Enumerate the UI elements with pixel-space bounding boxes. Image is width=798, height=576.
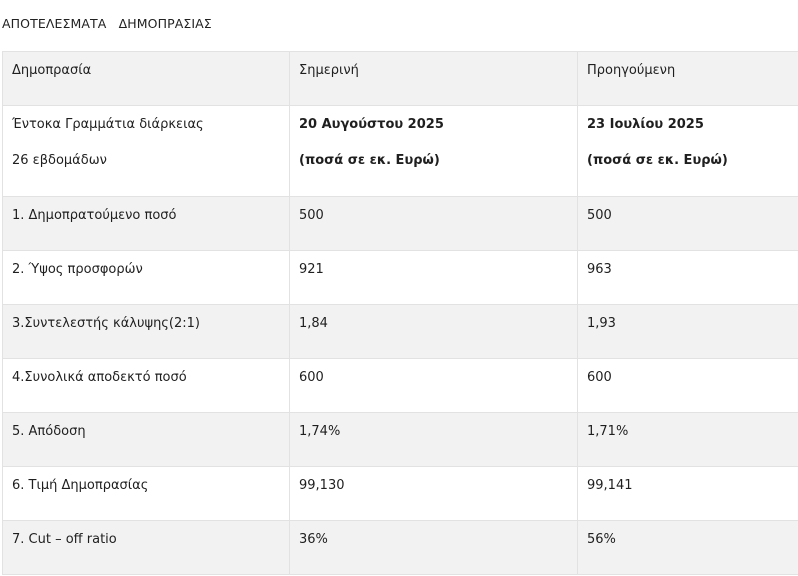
table-row	[3, 467, 798, 521]
info-cell-instrument	[3, 106, 290, 197]
row-previous-value: 500	[578, 197, 798, 251]
row-previous-value: 99,141	[578, 467, 798, 521]
table-header-row	[3, 52, 798, 106]
row-current-value: 1,84	[290, 305, 578, 359]
page-title: ΑΠΟΤΕΛΕΣΜΑΤΑ ΔΗΜΟΠΡΑΣΙΑΣ	[2, 16, 212, 31]
row-current-value: 36%	[290, 521, 578, 575]
table-row	[3, 359, 798, 413]
row-previous-value: 56%	[578, 521, 798, 575]
table-row	[3, 251, 798, 305]
current-auction-date: 20 Αυγούστου 2025	[299, 117, 444, 132]
row-label: 1. Δημοπρατούμενο ποσό	[3, 197, 290, 251]
row-label: 6. Τιμή Δημοπρασίας	[3, 467, 290, 521]
row-label: 3.Συντελεστής κάλυψης(2:1)	[3, 305, 290, 359]
header-cell-auction: Δημοπρασία	[3, 52, 290, 106]
row-previous-value: 963	[578, 251, 798, 305]
info-row	[3, 106, 798, 197]
row-label: 2. Ύψος προσφορών	[3, 251, 290, 305]
table-row	[3, 413, 798, 467]
auction-results-table	[2, 51, 798, 575]
instrument-duration: 26 εβδομάδων	[12, 153, 107, 168]
previous-auction-date: 23 Ιουλίου 2025	[587, 117, 704, 132]
table-row	[3, 521, 798, 575]
current-amount-unit: (ποσά σε εκ. Ευρώ)	[299, 153, 440, 168]
row-label: 7. Cut – off ratio	[3, 521, 290, 575]
table-row	[3, 305, 798, 359]
row-current-value: 921	[290, 251, 578, 305]
instrument-name: Έντοκα Γραμμάτια διάρκειας	[12, 117, 204, 132]
row-previous-value: 1,93	[578, 305, 798, 359]
row-previous-value: 600	[578, 359, 798, 413]
info-cell-previous-date	[578, 106, 798, 197]
header-cell-current: Σημερινή	[290, 52, 578, 106]
previous-amount-unit: (ποσά σε εκ. Ευρώ)	[587, 153, 728, 168]
header-cell-previous: Προηγούμενη	[578, 52, 798, 106]
row-current-value: 99,130	[290, 467, 578, 521]
row-label: 4.Συνολικά αποδεκτό ποσό	[3, 359, 290, 413]
row-current-value: 1,74%	[290, 413, 578, 467]
table-row	[3, 197, 798, 251]
row-previous-value: 1,71%	[578, 413, 798, 467]
row-current-value: 500	[290, 197, 578, 251]
info-cell-current-date	[290, 106, 578, 197]
row-current-value: 600	[290, 359, 578, 413]
row-label: 5. Απόδοση	[3, 413, 290, 467]
